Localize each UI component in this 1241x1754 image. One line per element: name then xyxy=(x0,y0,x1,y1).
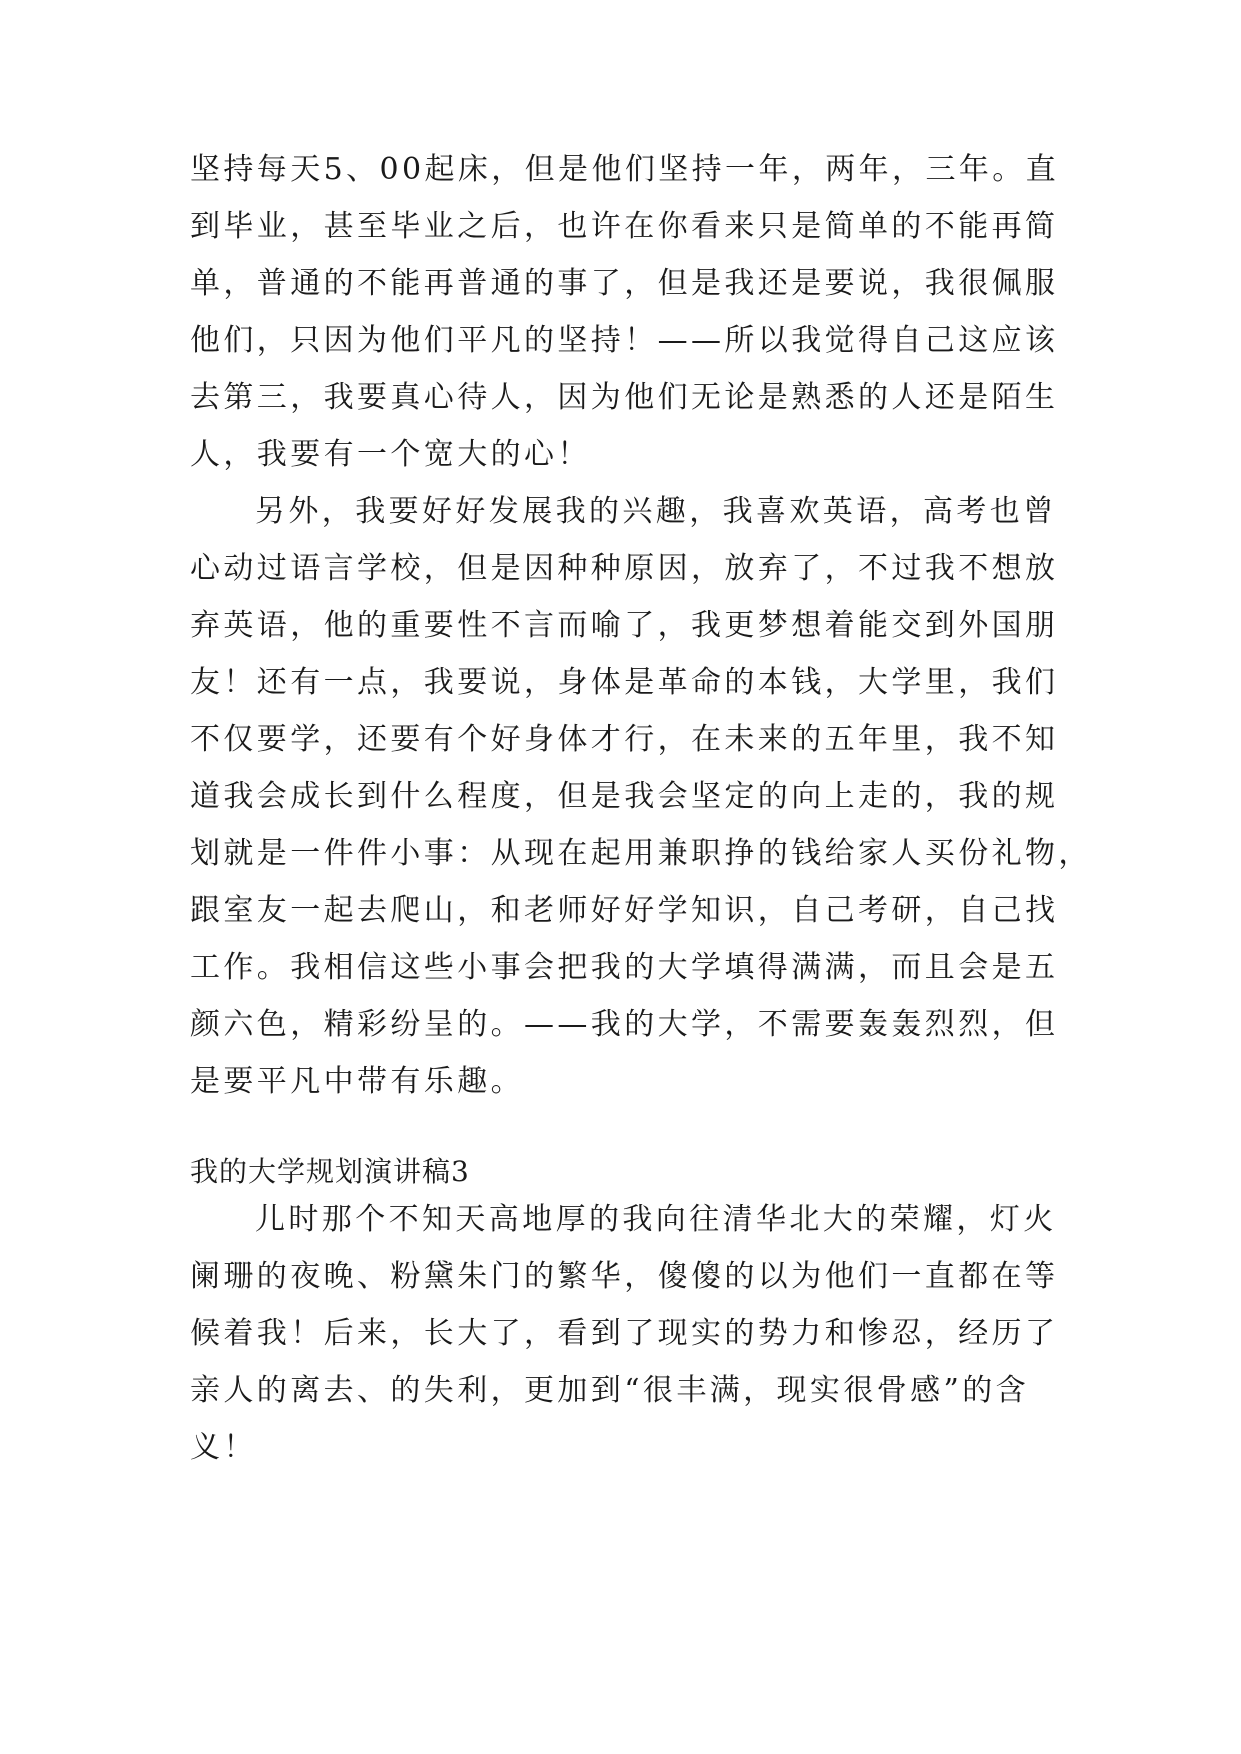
text-line: 亲人的离去、的失利，更加到“很丰满，现实很骨感”的含 xyxy=(190,1373,1030,1408)
text-line: 单，普通的不能再普通的事了，但是我还是要说，我很佩服 xyxy=(190,266,1059,301)
text-line: 弃英语，他的重要性不言而喻了，我更梦想着能交到外国朋 xyxy=(190,608,1059,643)
text-line: 去第三，我要真心待人，因为他们无论是熟悉的人还是陌生 xyxy=(190,380,1059,415)
paragraph-first-line: 另外，我要好好发展我的兴趣，我喜欢英语，高考也曾 xyxy=(255,494,1057,529)
paragraph-first-line: 儿时那个不知天高地厚的我向往清华北大的荣耀，灯火 xyxy=(255,1202,1057,1237)
text-line: 人，我要有一个宽大的心！ xyxy=(190,437,591,472)
text-line: 是要平凡中带有乐趣。 xyxy=(190,1064,524,1099)
text-line: 义！ xyxy=(190,1430,257,1465)
text-line: 友！还有一点，我要说，身体是革命的本钱，大学里，我们 xyxy=(190,665,1059,700)
text-line: 划就是一件件小事：从现在起用兼职挣的钱给家人买份礼物， xyxy=(190,836,1092,871)
text-line: 到毕业，甚至毕业之后，也许在你看来只是简单的不能再简 xyxy=(190,209,1059,244)
text-line: 坚持每天5、00起床，但是他们坚持一年，两年，三年。直 xyxy=(190,152,1060,187)
text-line: 候着我！后来，长大了，看到了现实的势力和惨忍，经历了 xyxy=(190,1316,1059,1351)
text-line: 跟室友一起去爬山，和老师好好学知识，自己考研，自己找 xyxy=(190,893,1059,928)
text-line: 工作。我相信这些小事会把我的大学填得满满，而且会是五 xyxy=(190,950,1059,985)
text-line: 颜六色，精彩纷呈的。——我的大学，不需要轰轰烈烈，但 xyxy=(190,1007,1059,1042)
text-line: 阑珊的夜晚、粉黛朱门的繁华，傻傻的以为他们一直都在等 xyxy=(190,1259,1059,1294)
text-line: 心动过语言学校，但是因种种原因，放弃了，不过我不想放 xyxy=(190,551,1059,586)
section-heading: 我的大学规划演讲稿3 xyxy=(190,1155,470,1188)
text-line: 不仅要学，还要有个好身体才行，在未来的五年里，我不知 xyxy=(190,722,1059,757)
text-line: 他们，只因为他们平凡的坚持！——所以我觉得自己这应该 xyxy=(190,323,1059,358)
text-line: 道我会成长到什么程度，但是我会坚定的向上走的，我的规 xyxy=(190,779,1059,814)
